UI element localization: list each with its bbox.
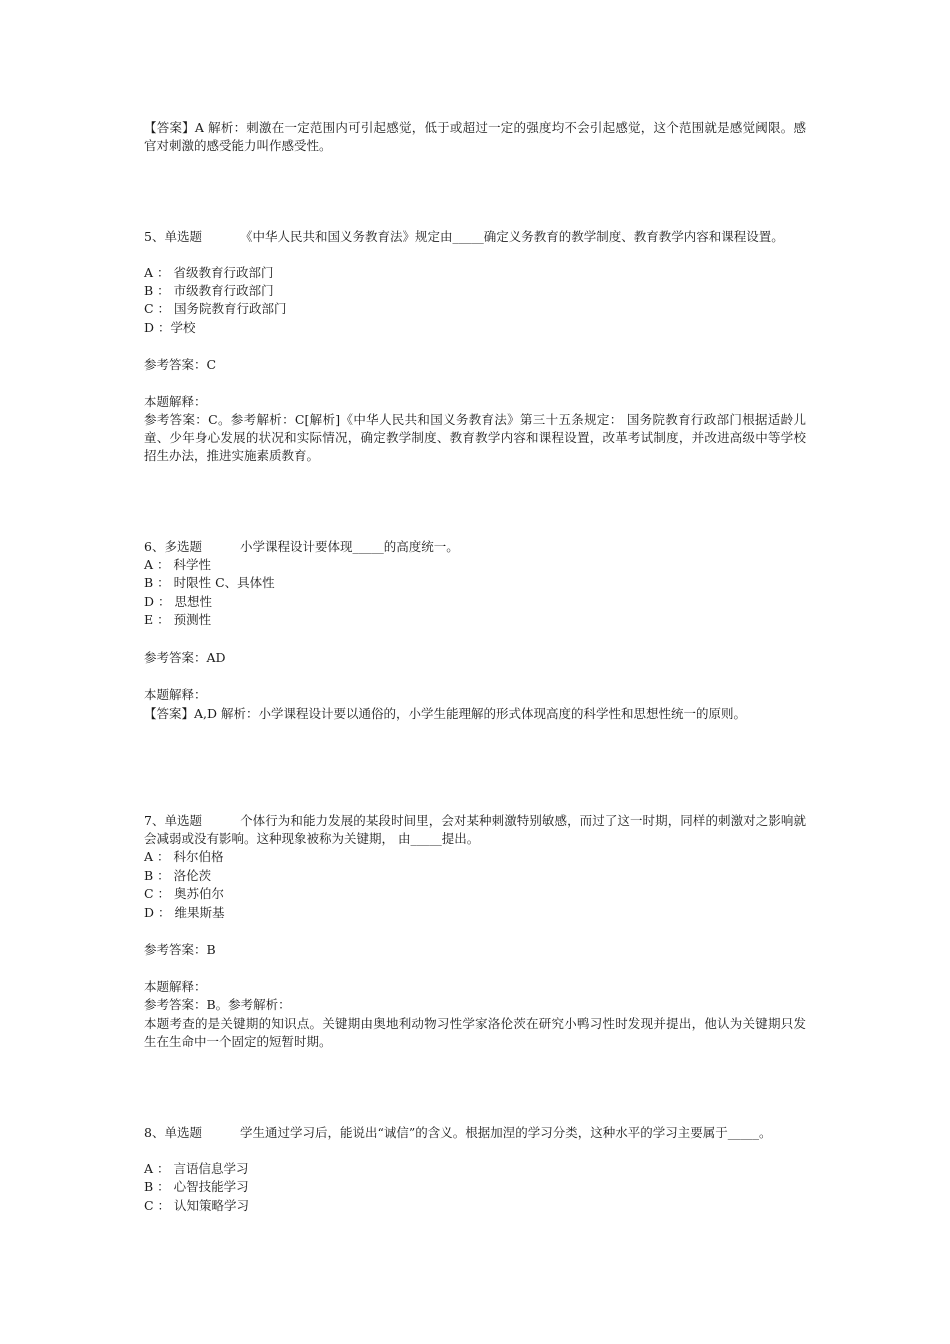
- q8-option-c: C ： 认知策略学习: [144, 1198, 250, 1213]
- q8-stem: 学生通过学习后，能说出“诚信”的含义。根据加涅的学习分类，这种水平的学习主要属于_____。: [240, 1125, 772, 1140]
- q6-explain-label: 本题解释：: [144, 687, 207, 702]
- q7-explain-label: 本题解释：: [144, 979, 207, 994]
- q5-option-b: B ： 市级教育行政部门: [144, 283, 274, 298]
- q6-option-a: A ： 科学性: [144, 557, 211, 572]
- q6-answer: 参考答案：AD: [144, 650, 226, 665]
- q5-option-d: D ：学校: [144, 320, 196, 335]
- q8-option-b: B ： 心智技能学习: [144, 1179, 249, 1194]
- q5-number-type: 5、单选题: [144, 229, 202, 244]
- q5-option-a: A ： 省级教育行政部门: [144, 265, 274, 280]
- q7-option-b: B ： 洛伦茨: [144, 868, 212, 883]
- q7-option-d: D ： 维果斯基: [144, 905, 225, 920]
- q6-option-e: E ： 预测性: [144, 612, 212, 627]
- q7-explanation-line1: 参考答案：B。参考解析：: [144, 997, 291, 1012]
- q6-number-type: 6、多选题: [144, 539, 202, 554]
- q6-option-d: D ： 思想性: [144, 594, 212, 609]
- q7-option-c: C ： 奥苏伯尔: [144, 886, 225, 901]
- q5-header: [144, 228, 806, 246]
- q7-header: [144, 812, 806, 848]
- q5-answer: 参考答案：C: [144, 357, 217, 372]
- q8-number-type: 8、单选题: [144, 1125, 202, 1140]
- q8-option-a: A ： 言语信息学习: [144, 1161, 249, 1176]
- q7-answer: 参考答案：B: [144, 942, 216, 957]
- q6-stem: 小学课程设计要体现_____的高度统一。: [240, 539, 459, 554]
- q6-explanation: 【答案】A,D 解析：小学课程设计要以通俗的，小学生能理解的形式体现高度的科学性和思想性统一的原则。: [144, 706, 746, 721]
- q6-header: [144, 538, 806, 556]
- q5-option-c: C ： 国务院教育行政部门: [144, 301, 287, 316]
- q8-header: [144, 1124, 806, 1142]
- q7-number-type: 7、单选题: [144, 813, 202, 828]
- q5-explanation: 参考答案：C。参考解析：C[解析]《中华人民共和国义务教育法》第三十五条规定： 国务院教育行政部门根据适龄儿童、少年身心发展的状况和实际情况，确定教学制度、教育教学内容和课程设置，改革考试制度，并改进高级中等学校招生办法，推进实施素质教育。: [144, 412, 806, 463]
- q4-explanation: 【答案】A 解析：刺激在一定范围内可引起感觉，低于或超过一定的强度均不会引起感觉，这个范围就是感觉阈限。感官对刺激的感受能力叫作感受性。: [144, 120, 806, 153]
- q5-explain-label: 本题解释：: [144, 394, 207, 409]
- q7-option-a: A ： 科尔伯格: [144, 849, 224, 864]
- q7-explanation: 本题考查的是关键期的知识点。关键期由奥地利动物习性学家洛伦茨在研究小鸭习性时发现并提出，他认为关键期只发生在生命中一个固定的短暂时期。: [144, 1016, 806, 1049]
- q5-stem: 《中华人民共和国义务教育法》规定由_____确定义务教育的教学制度、教育教学内容和课程设置。: [240, 229, 784, 244]
- q7-stem: 个体行为和能力发展的某段时间里，会对某种刺激特别敏感，而过了这一时期，同样的刺激对之影响就会减弱或没有影响。这种现象被称为关键期， 由_____提出。: [144, 813, 806, 846]
- q6-option-b: B ： 时限性 C、具体性: [144, 575, 275, 590]
